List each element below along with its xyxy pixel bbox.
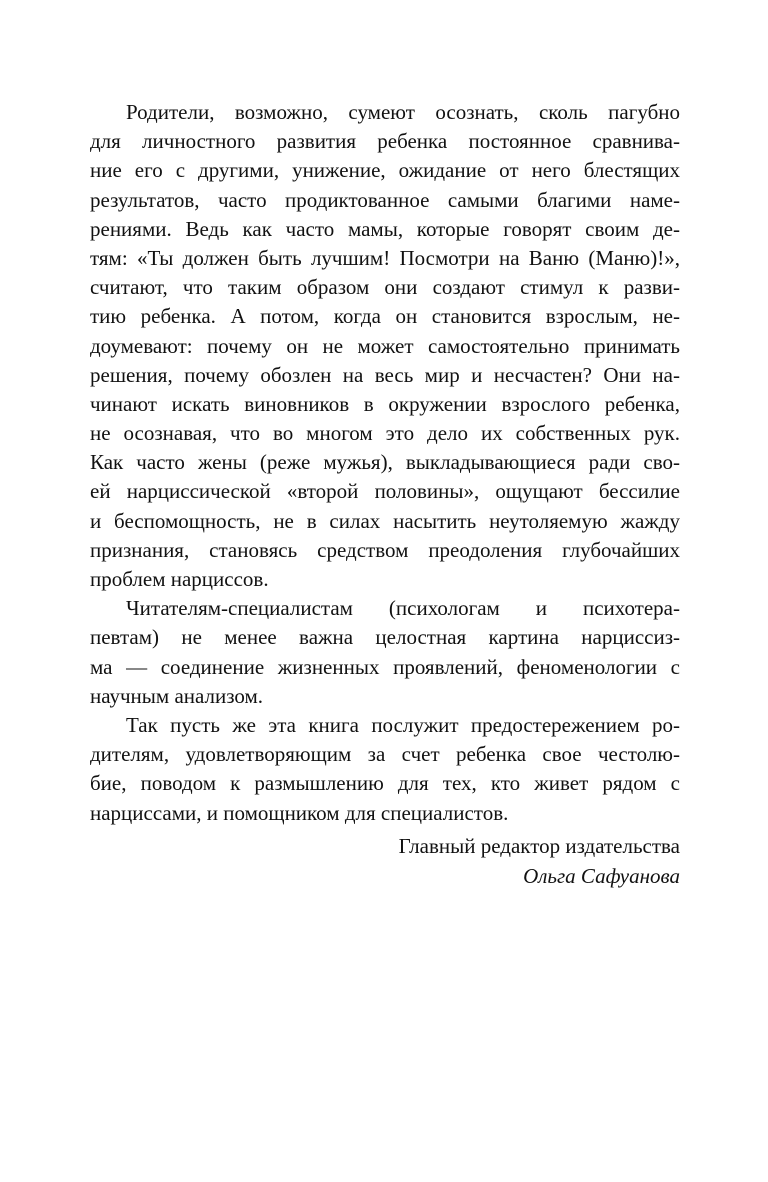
text-line: чинают искать виновников в окружении взрослого ребенка, (90, 391, 680, 416)
text-line: нарциссами, и помощником для специалистов. (90, 800, 509, 825)
text-line: тям: «Ты должен быть лучшим! Посмотри на Ваню (Маню)!», (90, 245, 680, 270)
text-line: Родители, возможно, сумеют осознать, сколь пагубно (126, 100, 680, 124)
paragraph-3 (90, 711, 680, 828)
text-line: дителям, удовлетворяющим за счет ребенка свое честолю- (90, 742, 680, 767)
text-line: считают, что таким образом они создают стимул к разви- (90, 275, 680, 300)
signature-role: Главный редактор издательства (398, 834, 680, 858)
text-line: и беспомощность, не в силах насытить неутоляемую жажду (90, 508, 680, 533)
text-line: результатов, часто продиктованное самыми благими наме- (90, 187, 680, 212)
text-line: проблем нарциссов. (90, 567, 269, 591)
text-line: тию ребенка. А потом, когда он становится взрослым, не- (90, 304, 680, 329)
text-line: ей нарциссической «второй половины», ощущают бессилие (90, 479, 680, 504)
text-line: доумевают: почему он не может самостоятельно принимать (90, 333, 680, 358)
paragraph-1 (90, 98, 680, 594)
text-line: рениями. Ведь как часто мамы, которые говорят своим де- (90, 216, 680, 241)
text-line: научным анализом. (90, 683, 264, 708)
text-line: признания, становясь средством преодоления глубочайших (90, 537, 680, 562)
signature-block (399, 832, 680, 891)
text-line: решения, почему обозлен на весь мир и несчастен? Они на- (90, 362, 680, 387)
text-line: для личностного развития ребенка постоянное сравнива- (90, 129, 680, 154)
text-line: Читателям-специалистам (психологам и психотера- (126, 596, 680, 621)
text-line: Как часто жены (реже мужья), выкладывающиеся ради сво- (90, 450, 680, 475)
text-line: ние его с другими, унижение, ожидание от него блестящих (90, 158, 680, 183)
paragraph-2 (90, 594, 680, 711)
text-line: не осознавая, что во многом это дело их собственных рук. (90, 421, 680, 446)
text-line: бие, поводом к размышлению для тех, кто живет рядом с (90, 771, 680, 796)
signature-name: Ольга Сафуанова (523, 863, 680, 888)
document-body (90, 98, 680, 828)
text-line: Так пусть же эта книга послужит предостережением ро- (126, 712, 680, 737)
text-line: ма — соединение жизненных проявлений, феноменологии с (90, 654, 680, 679)
text-line: певтам) не менее важна целостная картина нарциссиз- (90, 625, 680, 650)
